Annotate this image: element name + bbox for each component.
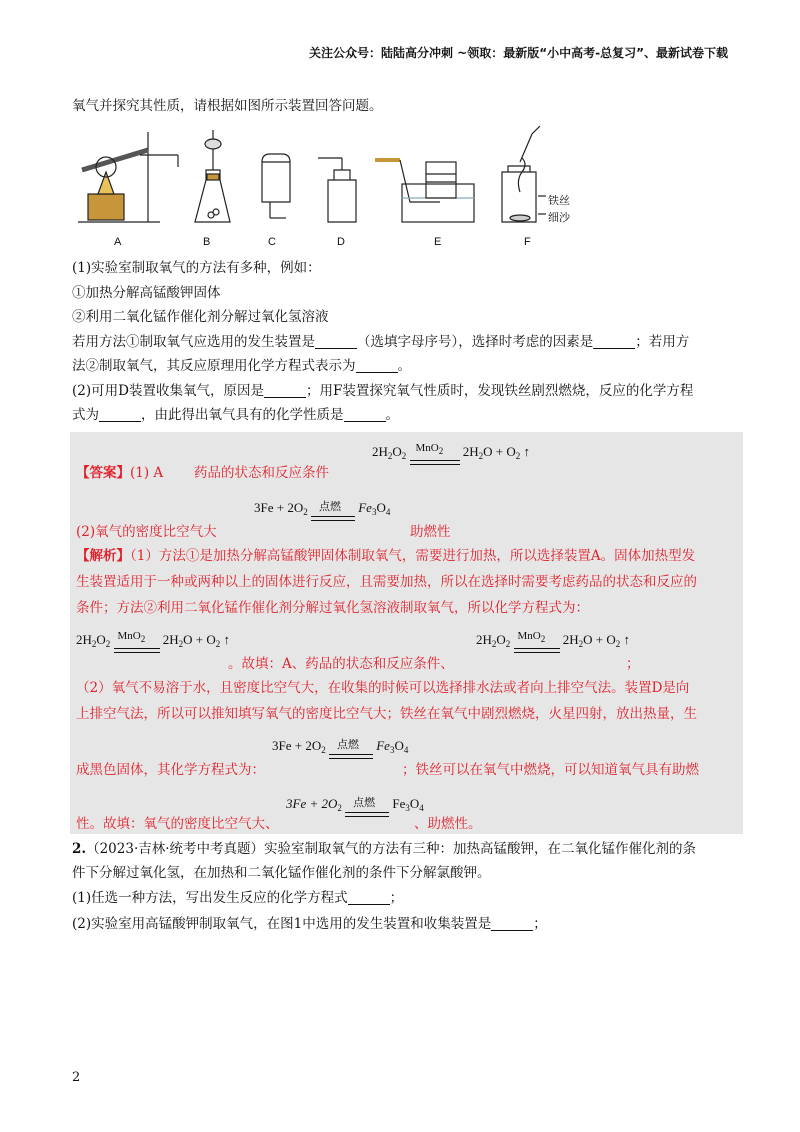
q1-line4: 若用方法①制取氧气应选用的发生装置是 （选填字母序号），选择时考虑的因素是 ；若用方 bbox=[72, 334, 690, 350]
q1-line3: ②利用二氧化锰作催化剂分解过氧化氢溶液 bbox=[72, 309, 329, 325]
jiexi-line4: 。故填：A、药品的状态和反应条件、 bbox=[228, 656, 454, 672]
q2-line2: 式为 ，由此得出氧气具有的化学性质是 。 bbox=[72, 407, 399, 423]
q1-line5: 法②制取氧气，其反应原理用化学方程式表示为 。 bbox=[72, 358, 411, 374]
q1-line1: (1)实验室制取氧气的方法有多种，例如： bbox=[72, 260, 321, 276]
q2-sub1: (1)任选一种方法，写出发生反应的化学方程式 ； bbox=[72, 890, 404, 906]
page-header: 关注公众号：陆陆高分冲刺 ~领取：最新版“小中高考-总复习”、最新试卷下载 bbox=[309, 46, 728, 60]
q2-line1: (2)可用D装置收集氧气，原因是 ；用F装置探究氧气性质时，发现铁丝剧烈燃烧，反应的化学方程 bbox=[72, 383, 694, 399]
equation-h2o2-top: $2H_2O_2$ MnO$_2$ $2H_2O + O_2$ ↑ bbox=[372, 444, 530, 461]
apparatus-label-f: F bbox=[524, 236, 531, 248]
equation-fe-jiexi: $3Fe + 2O_2$ 点燃 $Fe_3O_4$ bbox=[272, 738, 408, 755]
f-label-iron-text: 铁丝 bbox=[548, 195, 570, 207]
answer-a2b: 助燃性 bbox=[410, 524, 451, 540]
page-number: 2 bbox=[72, 1070, 81, 1085]
jiexi-line8a: 性。故填：氧气的密度比空气大、 bbox=[76, 816, 279, 832]
jiexi-line5: （2）氧气不易溶于水，且密度比空气大，在收集的时候可以选择排水法或者向上排空气法。装置D是向 bbox=[76, 680, 690, 696]
apparatus-label-b: B bbox=[203, 236, 211, 248]
jiexi-line1: 【解析】（1）方法①是加热分解高锰酸钾固体制取氧气，需要进行加热，所以选择装置A。固体加热型发 bbox=[76, 548, 696, 564]
jiexi-line8b: 、助燃性。 bbox=[414, 816, 482, 832]
jiexi-line7a: 成黑色固体，其化学方程式为： bbox=[76, 762, 265, 778]
jiexi-line3: 条件；方法②利用二氧化锰作催化剂分解过氧化氢溶液制取氧气，所以化学方程式为： bbox=[76, 600, 589, 616]
apparatus-label-e: E bbox=[434, 236, 442, 248]
apparatus-figure bbox=[70, 122, 610, 252]
apparatus-label-a: A bbox=[114, 236, 122, 248]
apparatus-label-d: D bbox=[337, 236, 345, 248]
equation-h2o2-left: $2H_2O_2$ MnO$_2$ $2H_2O + O_2$ ↑ bbox=[76, 632, 230, 649]
answer-line2: (2)氧气的密度比空气大 bbox=[76, 524, 217, 540]
intro-text: 氧气并探究其性质，请根据如图所示装置回答问题。 bbox=[72, 98, 383, 114]
jiexi-line2: 生装置适用于一种或两种以上的固体进行反应，且需要加热，所以在选择时需要考虑药品的状态和反应的 bbox=[76, 574, 697, 590]
jiexi-line4-end: ； bbox=[626, 656, 640, 672]
apparatus-label-c: C bbox=[268, 236, 276, 248]
q2-sub2: (2)实验室用高锰酸钾制取氧气，在图1中选用的发生装置和收集装置是 ； bbox=[72, 916, 547, 932]
equation-fe-final: $3Fe + 2O_2$ 点燃 $Fe_3O_4$ bbox=[286, 796, 424, 813]
jiexi-line6: 上排空气法，所以可以推知填写氧气的密度比空气大；铁丝在氧气中剧烈燃烧，火星四射，放出热量，生 bbox=[76, 706, 697, 722]
equation-fe-answer: $3Fe + 2O_2$ 点燃 $Fe_3O_4$ bbox=[254, 500, 390, 517]
q2-header-line2: 件下分解过氧化氢，在加热和二氧化锰作催化剂的条件下分解氯酸钾。 bbox=[72, 865, 491, 881]
f-label-sand-text: 细沙 bbox=[548, 212, 570, 224]
jiexi-line7b: ；铁丝可以在氧气中燃烧，可以知道氧气具有助燃 bbox=[402, 762, 699, 778]
equation-h2o2-right: $2H_2O_2$ MnO$_2$ $2H_2O + O_2$ ↑ bbox=[476, 632, 630, 649]
answer-line1: 【答案】(1) A bbox=[76, 465, 164, 481]
q2-header: 2.（2023·吉林·统考中考真题）实验室制取氧气的方法有三种：加热高锰酸钾，在二氧化锰作催化剂的条 bbox=[72, 841, 697, 857]
answer-a1b: 药品的状态和反应条件 bbox=[194, 465, 329, 481]
q1-line2: ①加热分解高锰酸钾固体 bbox=[72, 285, 221, 301]
